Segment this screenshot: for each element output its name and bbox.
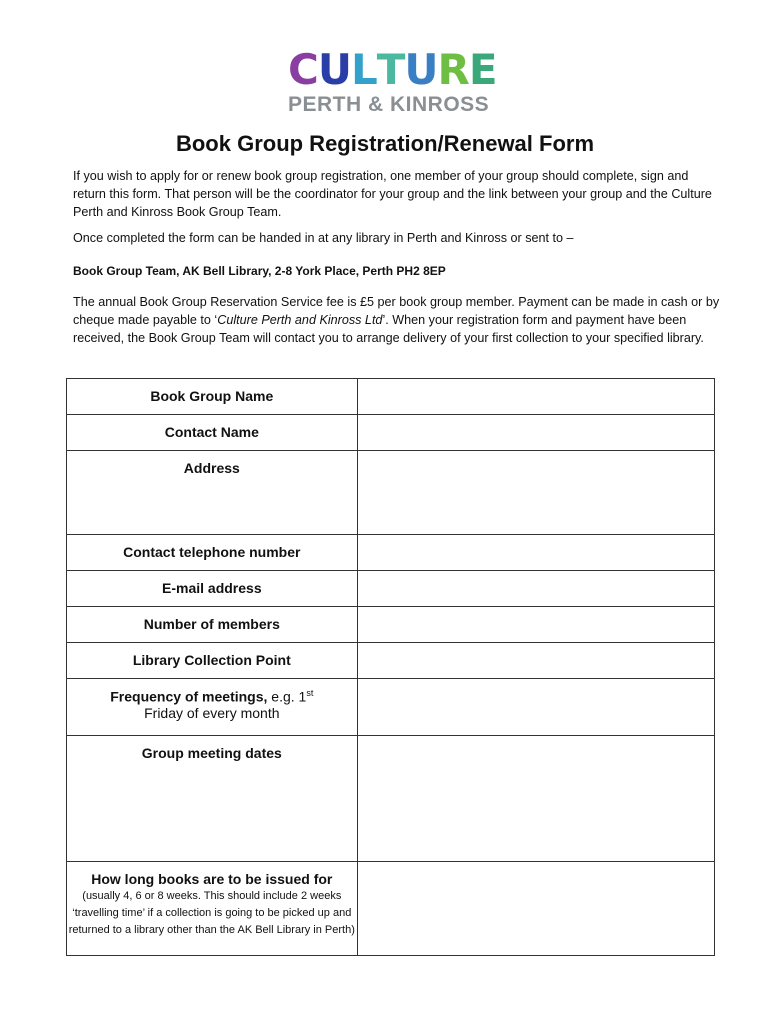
field-label-telephone: Contact telephone number xyxy=(67,535,358,571)
logo-letter: E xyxy=(468,45,497,94)
form-row xyxy=(67,415,715,451)
culture-perth-kinross-logo xyxy=(288,45,504,117)
field-label-issue-period xyxy=(67,862,358,956)
address-input[interactable] xyxy=(357,451,714,535)
form-row xyxy=(67,379,715,415)
page-title: Book Group Registration/Renewal Form xyxy=(175,131,595,156)
contact-name-input[interactable] xyxy=(357,415,714,451)
meeting-dates-input[interactable] xyxy=(357,736,714,862)
frequency-eg: e.g. 1 xyxy=(267,688,307,705)
logo-letter: R xyxy=(437,45,469,94)
field-label-meeting-dates: Group meeting dates xyxy=(67,736,358,862)
handin-paragraph: Once completed the form can be handed in at any library in Perth and Kinross or sent to – xyxy=(73,231,574,245)
field-label-contact-name: Contact Name xyxy=(67,415,358,451)
fee-paragraph xyxy=(73,293,723,347)
form-row xyxy=(67,451,715,535)
logo-letter: T xyxy=(376,45,405,94)
book-group-name-input[interactable] xyxy=(357,379,714,415)
field-label-book-group-name: Book Group Name xyxy=(67,379,358,415)
form-row xyxy=(67,862,715,956)
email-input[interactable] xyxy=(357,571,714,607)
form-row xyxy=(67,571,715,607)
postal-address: Book Group Team, AK Bell Library, 2-8 York Place, Perth PH2 8EP xyxy=(73,264,446,278)
frequency-rest: Friday of every month xyxy=(144,704,280,721)
collection-point-input[interactable] xyxy=(357,643,714,679)
logo-letter: U xyxy=(404,45,438,94)
frequency-sup: st xyxy=(306,688,314,698)
intro-paragraph: If you wish to apply for or renew book group registration, one member of your group should complete, sign and return this form. That person will be the coordinator for your group and the link between your group and the Culture Perth and Kinross Book Group Team. xyxy=(73,169,712,219)
registration-form-table xyxy=(66,378,715,956)
logo-wordmark xyxy=(288,45,504,94)
form-row xyxy=(67,643,715,679)
fee-payee: Culture Perth and Kinross Ltd xyxy=(217,313,383,327)
form-row xyxy=(67,607,715,643)
logo-letter: C xyxy=(288,45,318,94)
issue-period-note: (usually 4, 6 or 8 weeks. This should include 2 weeks ‘travelling time’ if a collection is going to be picked up and returned to a library other than the AK Bell Library in Perth) xyxy=(68,890,355,936)
field-label-frequency xyxy=(67,679,358,736)
field-label-members: Number of members xyxy=(67,607,358,643)
logo-letter: L xyxy=(350,45,377,94)
field-label-address: Address xyxy=(67,451,358,535)
telephone-input[interactable] xyxy=(357,535,714,571)
members-input[interactable] xyxy=(357,607,714,643)
field-label-collection-point: Library Collection Point xyxy=(67,643,358,679)
fee-text-before: The annual Book Group Reservation Service fee is £5 per book group member. Payment can be made in cash or by cheque made payable to ‘ xyxy=(73,295,720,327)
form-row xyxy=(67,535,715,571)
issue-period-input[interactable] xyxy=(357,862,714,956)
frequency-bold: Frequency of meetings, xyxy=(110,688,268,705)
logo-letter: U xyxy=(317,45,351,94)
logo-subtitle: PERTH & KINROSS xyxy=(288,93,490,116)
form-row xyxy=(67,679,715,736)
fee-text-after: ’. When your registration form and payment have been received, the Book Group Team will contact you to arrange delivery of your first collection to your specified library. xyxy=(73,313,704,345)
issue-period-label: How long books are to be issued for xyxy=(91,871,333,887)
frequency-input[interactable] xyxy=(357,679,714,736)
field-label-email: E-mail address xyxy=(67,571,358,607)
form-row xyxy=(67,736,715,862)
